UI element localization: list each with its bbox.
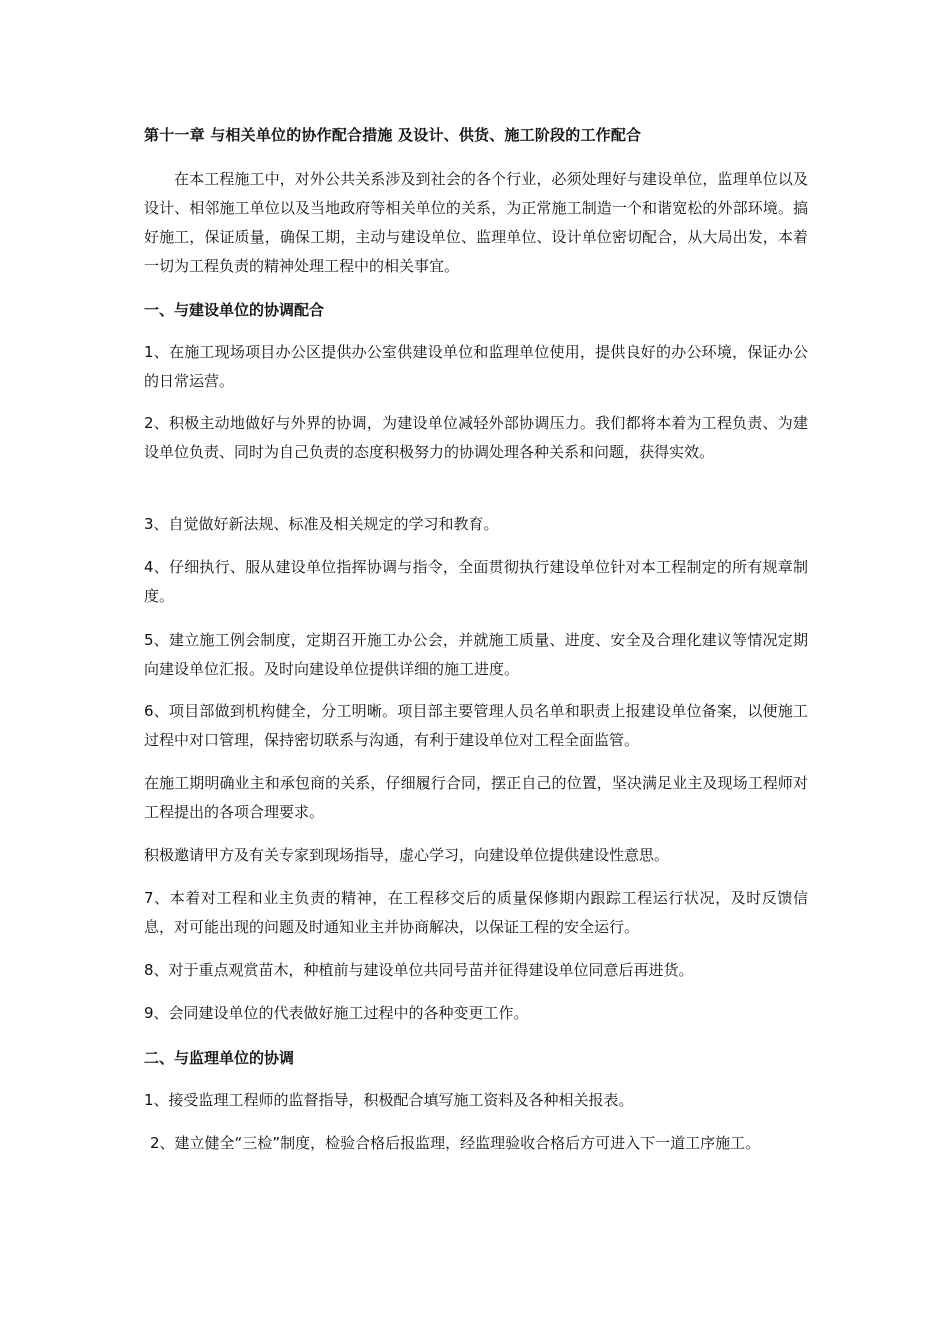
list-item: 1、在施工现场项目办公区提供办公室供建设单位和监理单位使用，提供良好的办公环境，保证办公的日常运营。 [144,343,808,390]
list-item: 2、积极主动地做好与外界的协调，为建设单位减轻外部协调压力。我们都将本着为工程负责、为建设单位负责、同时为自己负责的态度积极努力的协调处理各种关系和问题，获得实效。 [144,414,808,461]
section-heading-owner: 一、与建设单位的协调配合 [144,301,325,319]
list-item: 1、接受监理工程师的监督指导，积极配合填写施工资料及各种相关报表。 [144,1091,634,1109]
list-item: 5、建立施工例会制度，定期召开施工办公会，并就施工质量、进度、安全及合理化建议等情况定期向建设单位汇报。及时向建设单位提供详细的施工进度。 [144,631,808,678]
list-item: 3、自觉做好新法规、标准及相关规定的学习和教育。 [144,515,499,533]
list-item: 8、对于重点观赏苗木，种植前与建设单位共同号苗并征得建设单位同意后再进货。 [144,961,694,979]
intro-paragraph: 在本工程施工中，对外公共关系涉及到社会的各个行业，必须处理好与建设单位，监理单位以及设计、相邻施工单位以及当地政府等相关单位的关系，为正常施工制造一个和谐宽松的外部环境。搞好施工，保证质量，确保工期，主动与建设单位、监理单位、设计单位密切配合，从大局出发，本着一切为工程负责的精神处理工程中的相关事宜。 [144,170,808,275]
list-item: 积极邀请甲方及有关专家到现场指导，虚心学习，向建设单位提供建设性意思。 [144,846,670,864]
list-item: 4、仔细执行、服从建设单位指挥协调与指令，全面贯彻执行建设单位针对本工程制定的所有规章制度。 [144,558,808,605]
chapter-title: 第十一章 与相关单位的协作配合措施 及设计、供货、施工阶段的工作配合 [144,126,642,144]
list-item: 在施工期明确业主和承包商的关系，仔细履行合同，摆正自己的位置，坚决满足业主及现场工程师对工程提出的各项合理要求。 [144,774,808,821]
list-item: 9、会同建设单位的代表做好施工过程中的各种变更工作。 [144,1004,529,1022]
list-item: 2、建立健全“三检”制度，检验合格后报监理，经监理验收合格后方可进入下一道工序施工。 [150,1134,761,1152]
section-heading-supervisor: 二、与监理单位的协调 [144,1049,295,1067]
list-item: 6、项目部做到机构健全，分工明晰。项目部主要管理人员名单和职责上报建设单位备案，以便施工过程中对口管理，保持密切联系与沟通，有利于建设单位对工程全面监管。 [144,702,808,749]
list-item: 7、本着对工程和业主负责的精神，在工程移交后的质量保修期内跟踪工程运行状况，及时反馈信息，对可能出现的问题及时通知业主并协商解决，以保证工程的安全运行。 [144,889,808,936]
